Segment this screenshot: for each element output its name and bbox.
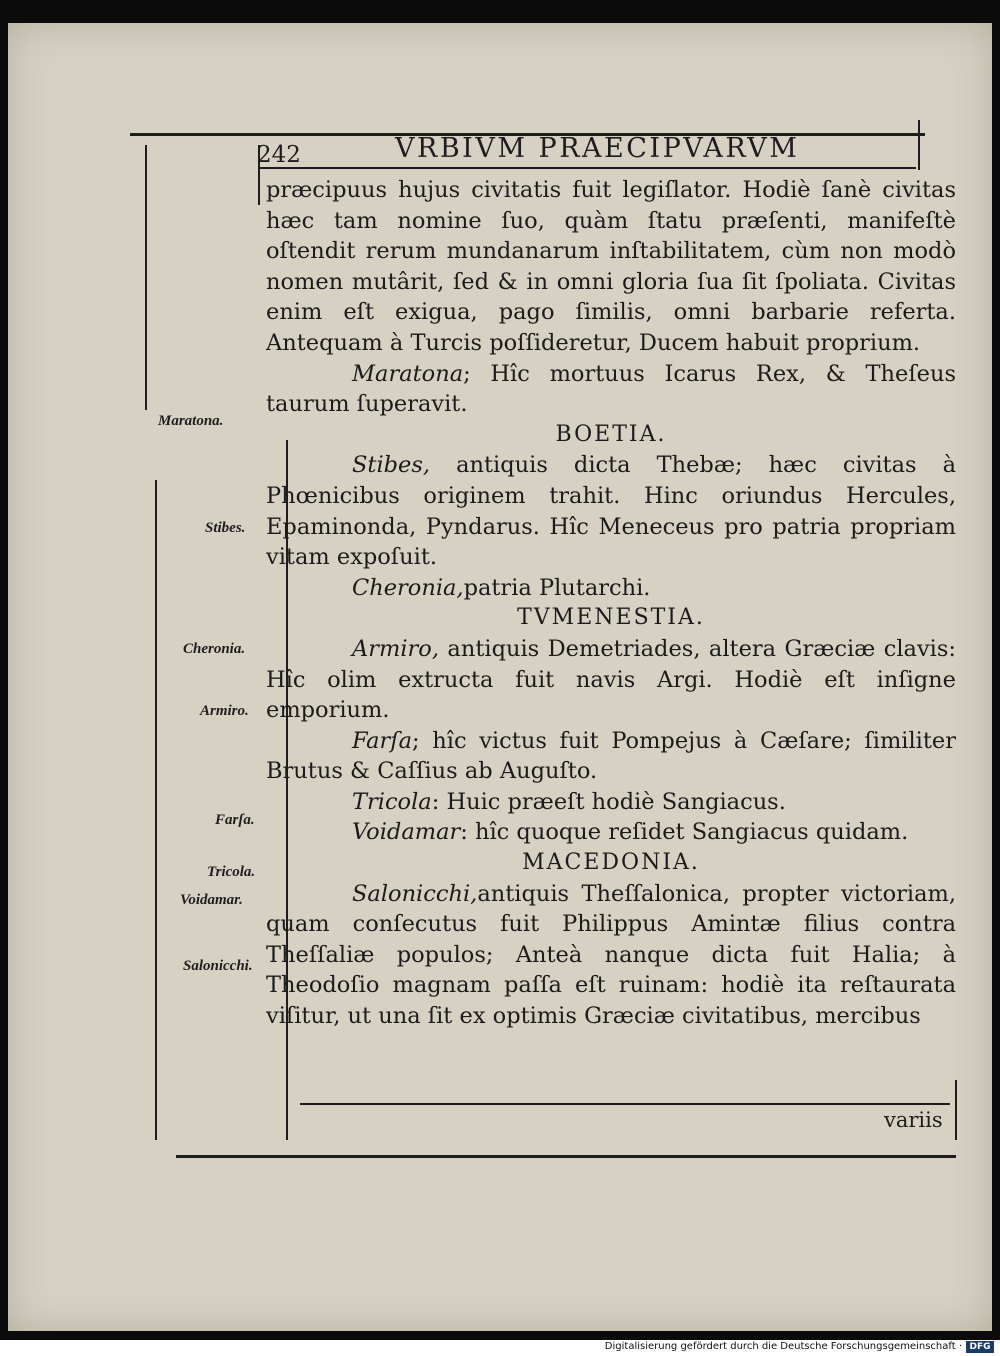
- keyword-farsa: Farſa: [352, 727, 412, 754]
- margin-note-armiro: Armiro.: [200, 703, 249, 719]
- funding-note: Digitalisierung gefördert durch die Deutsche Forschungsgemeinschaft ·: [604, 1341, 962, 1352]
- keyword-salonicchi: Salonicchi,: [352, 880, 478, 907]
- bottom-rule-inner: [300, 1103, 950, 1105]
- text-voidamar: : hîc quoque reſidet Sangiacus quidam.: [460, 819, 909, 846]
- text-armiro: antiquis Demetriades, altera Græciæ clavis: Hîc olim extructa fuit navis Argi. Hodiè eſt inſigne emporium.: [266, 635, 956, 724]
- keyword-voidamar: Voidamar: [352, 819, 461, 846]
- paragraph-stibes: [266, 450, 956, 572]
- outer-left-rule-bottom: [155, 480, 157, 1140]
- text-maratona: ; Hîc mortuus Icarus Rex, & Theſeus taurum ſuperavit.: [266, 360, 956, 418]
- heading-tumenestia: TVMENESTIA.: [517, 605, 705, 631]
- margin-note-tricola: Tricola.: [207, 864, 256, 880]
- paragraph-tricola: [266, 787, 956, 818]
- margin-note-farsa: Farſa.: [215, 812, 255, 828]
- keyword-cheronia: Cheronia,: [352, 574, 464, 601]
- margin-note-cheronia: Cheronia.: [183, 641, 246, 657]
- paragraph-athens-end: præcipuus hujus civitatis fuit legiſlator. Hodiè ſanè civitas hæc tam nomine ſuo, quàm ſtatu præſenti, manifeſtè oſtendit rerum mundanarum inſtabilitatem, cùm non modò nomen mutârit, ſed & in omni gloria ſua ſit ſpoliata. Civitas enim eſt exigua, pago ſimilis, omni barbarie referta. Antequam à Turcis poſſideretur, Ducem habuit proprium.: [266, 177, 956, 356]
- heading-boetia: BOETIA.: [555, 421, 667, 447]
- heading-macedonia: MACEDONIA.: [522, 850, 700, 876]
- right-rule-bottom: [955, 1080, 957, 1140]
- page-number: 242: [257, 142, 301, 168]
- outer-left-rule-top: [145, 145, 147, 410]
- margin-note-maratona: Maratona.: [158, 413, 224, 429]
- margin-note-stibes: Stibes.: [205, 520, 246, 536]
- right-rule: [918, 120, 920, 170]
- paragraph-cheronia: [266, 573, 956, 604]
- margin-note-voidamar: Voidamar.: [180, 892, 243, 908]
- keyword-stibes: Stibes,: [352, 452, 431, 479]
- paragraph-voidamar: [266, 817, 956, 848]
- text-salonicchi: antiquis Theſſalonica, propter victoriam, quam conſecutus fuit Philippus Amintæ filius contra Theſſaliæ populos; Anteà nanque dicta fuit Halia; à Theodoſio magnam paſſa eſt ruinam: hodiè ita reſtaurata viſitur, ut una ſit ex optimis Græciæ civitatibus, mercibus: [266, 880, 956, 1030]
- bottom-rule-outer: [176, 1155, 956, 1158]
- text-cheronia: patria Plutarchi.: [463, 574, 651, 601]
- keyword-maratona: Maratona: [352, 360, 464, 387]
- margin-note-salonicchi: Salonicchi.: [183, 958, 253, 974]
- text-stibes: antiquis dicta Thebæ; hæc civitas à Phœnicibus originem trahit. Hinc oriundus Hercules, Epaminonda, Pyndarus. Hîc Meneceus pro patria propriam vitam expoſuit.: [266, 452, 956, 571]
- paragraph-farsa: [266, 726, 956, 787]
- paragraph-armiro: [266, 634, 956, 726]
- header-underline: [258, 167, 916, 169]
- running-title: VRBIVM PRAECIPVARVM: [395, 133, 800, 164]
- text-farsa: ; hîc victus fuit Pompejus à Cæſare; ſimiliter Brutus & Caſſius ab Auguſto.: [266, 727, 956, 785]
- paragraph-salonicchi: [266, 879, 956, 1032]
- keyword-armiro: Armiro,: [352, 635, 439, 662]
- main-text: [266, 175, 956, 1032]
- paragraph-maratona: [266, 359, 956, 420]
- keyword-tricola: Tricola: [352, 788, 432, 815]
- catchword: variis: [884, 1108, 943, 1132]
- dfg-logo-icon: DFG: [966, 1341, 994, 1353]
- text-tricola: : Huic præeſt hodiè Sangiacus.: [431, 788, 786, 815]
